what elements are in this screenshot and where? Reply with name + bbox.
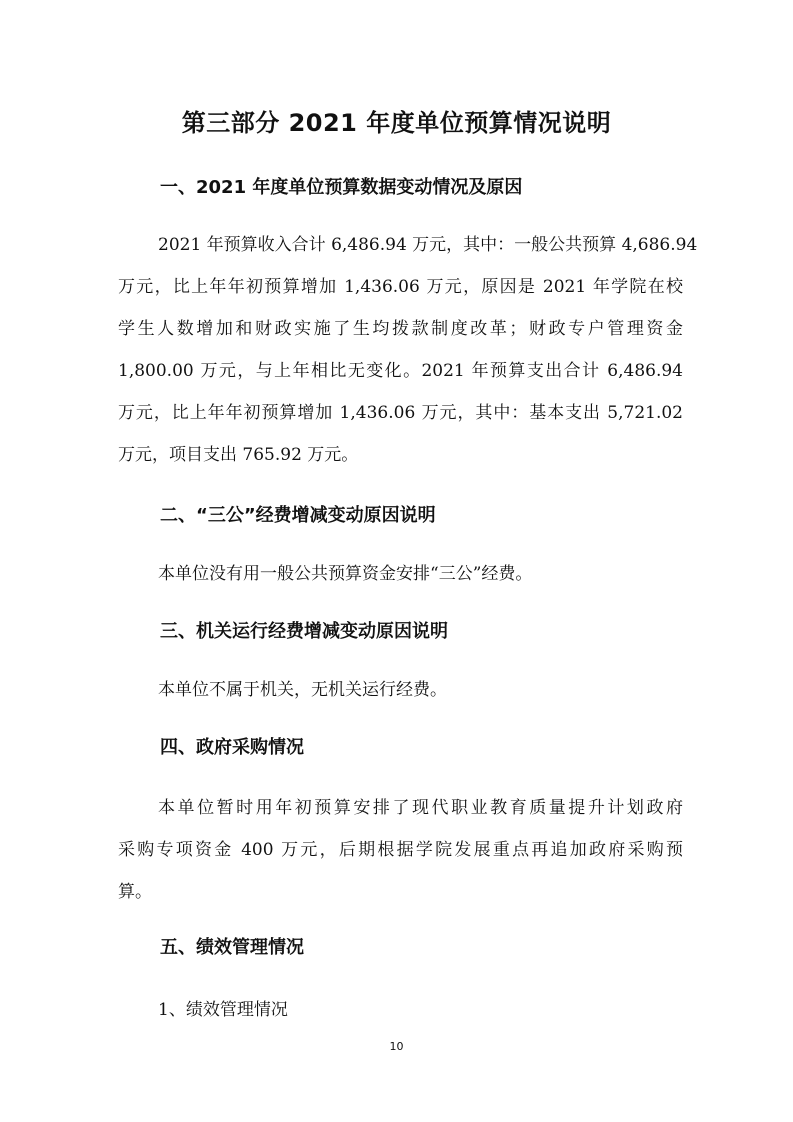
section-body-government-procurement — [118, 787, 683, 913]
section-body-performance-management — [118, 989, 683, 1031]
section-heading-agency-operating-costs: 三、机关运行经费增减变动原因说明 — [160, 621, 448, 642]
paragraph-line: 学生人数增加和财政实施了生均拨款制度改革；财政专户管理资金 — [118, 319, 683, 339]
paragraph-line: 1、绩效管理情况 — [158, 1000, 288, 1020]
paragraph-line: 万元，比上年年初预算增加 1,436.06 万元，原因是 2021 年学院在校 — [118, 277, 683, 297]
paragraph-line: 算。 — [118, 882, 152, 902]
paragraph-line: 本单位暂时用年初预算安排了现代职业教育质量提升计划政府 — [158, 798, 683, 818]
page-number: 10 — [389, 1040, 404, 1053]
paragraph-line: 1,800.00 万元，与上年相比无变化。2021 年预算支出合计 6,486.94 — [118, 361, 683, 381]
section-heading-government-procurement: 四、政府采购情况 — [160, 737, 304, 758]
paragraph-line: 本单位没有用一般公共预算资金安排“三公”经费。 — [158, 564, 533, 584]
paragraph-line: 2021 年预算收入合计 6,486.94 万元，其中：一般公共预算 4,686.94 — [158, 235, 698, 255]
section-heading-performance-management: 五、绩效管理情况 — [160, 937, 304, 958]
section-body-budget-changes — [118, 224, 698, 476]
paragraph-line: 本单位不属于机关，无机关运行经费。 — [158, 680, 447, 700]
section-heading-three-public-expenses: 二、“三公”经费增减变动原因说明 — [160, 505, 436, 526]
paragraph-line: 万元，项目支出 765.92 万元。 — [118, 445, 359, 465]
paragraph-line: 万元，比上年年初预算增加 1,436.06 万元，其中：基本支出 5,721.02 — [118, 403, 683, 423]
paragraph-line: 采购专项资金 400 万元，后期根据学院发展重点再追加政府采购预 — [118, 840, 683, 860]
section-heading-budget-changes: 一、2021 年度单位预算数据变动情况及原因 — [160, 177, 523, 198]
section-body-three-public-expenses — [118, 553, 683, 595]
section-body-agency-operating-costs — [118, 669, 683, 711]
page-title: 第三部分 2021 年度单位预算情况说明 — [181, 109, 612, 137]
